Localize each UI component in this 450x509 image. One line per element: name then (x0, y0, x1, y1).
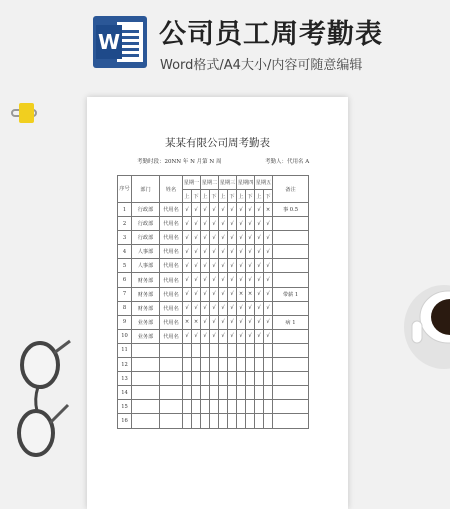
table-row (118, 343, 309, 357)
header-pm: 下 (192, 190, 201, 203)
row-remark (273, 329, 309, 343)
header-day-3: 星期三 (219, 176, 237, 190)
attendance-mark: √ (192, 287, 201, 301)
attendance-mark (228, 386, 237, 400)
attendance-mark: √ (192, 259, 201, 273)
attendance-mark: √ (201, 203, 210, 217)
table-row (118, 287, 309, 301)
attendance-mark: √ (246, 245, 255, 259)
row-name: 代用名 (160, 273, 183, 287)
attendance-mark: √ (228, 203, 237, 217)
attendance-mark: × (192, 315, 201, 329)
row-remark: 带薪 1 (273, 287, 309, 301)
attendance-mark: √ (246, 259, 255, 273)
attendance-mark (219, 400, 228, 414)
table-row (118, 329, 309, 343)
table-row (118, 301, 309, 315)
attendance-mark: √ (192, 203, 201, 217)
header-am: 上 (219, 190, 228, 203)
attendance-mark: √ (246, 329, 255, 343)
row-number: 8 (118, 301, 132, 315)
attendance-mark: √ (237, 217, 246, 231)
attendance-mark: √ (237, 329, 246, 343)
attendance-mark (246, 372, 255, 386)
attendance-mark: √ (210, 245, 219, 259)
attendance-mark: √ (219, 245, 228, 259)
attendance-mark: √ (201, 245, 210, 259)
attendance-mark: √ (264, 231, 273, 245)
attendance-mark: √ (246, 301, 255, 315)
attendance-mark (183, 400, 192, 414)
table-row (118, 358, 309, 372)
attendance-mark (210, 386, 219, 400)
row-department: 业务部 (132, 315, 160, 329)
header-pm: 下 (210, 190, 219, 203)
header-seq: 序号 (118, 176, 132, 203)
attendance-mark (246, 414, 255, 428)
attendance-mark: √ (210, 315, 219, 329)
attendance-mark: √ (228, 273, 237, 287)
attendance-mark: √ (192, 231, 201, 245)
attendance-mark: √ (228, 315, 237, 329)
attendance-mark: √ (255, 245, 264, 259)
attendance-period: 考勤时段：20NN 年 N 月第 N 周 (137, 159, 222, 165)
attendance-mark: √ (237, 315, 246, 329)
attendance-mark (228, 414, 237, 428)
attendance-mark: √ (183, 259, 192, 273)
row-department (132, 400, 160, 414)
attendance-mark (228, 343, 237, 357)
attendance-mark: √ (237, 203, 246, 217)
attendance-mark: √ (201, 301, 210, 315)
attendance-mark: × (237, 287, 246, 301)
attendance-mark (264, 414, 273, 428)
word-logo-letter: W (96, 25, 122, 59)
attendance-mark: √ (201, 217, 210, 231)
row-number: 1 (118, 203, 132, 217)
attendance-mark: √ (183, 231, 192, 245)
attendance-mark: √ (183, 329, 192, 343)
attendance-checker: 考勤人：代用名 A (265, 159, 310, 165)
attendance-mark: √ (210, 287, 219, 301)
attendance-mark: √ (228, 217, 237, 231)
attendance-mark (219, 414, 228, 428)
row-department (132, 414, 160, 428)
attendance-mark: √ (255, 315, 264, 329)
row-number: 14 (118, 386, 132, 400)
attendance-mark (219, 343, 228, 357)
attendance-mark: √ (183, 203, 192, 217)
attendance-mark (255, 358, 264, 372)
table-row (118, 231, 309, 245)
attendance-mark: × (183, 315, 192, 329)
attendance-mark (183, 372, 192, 386)
row-remark: 病 1 (273, 315, 309, 329)
row-number: 9 (118, 315, 132, 329)
attendance-mark: √ (192, 245, 201, 259)
table-row (118, 414, 309, 428)
attendance-mark (264, 372, 273, 386)
row-number: 10 (118, 329, 132, 343)
attendance-mark: √ (264, 245, 273, 259)
row-department: 行政部 (132, 231, 160, 245)
row-name: 代用名 (160, 203, 183, 217)
row-remark (273, 259, 309, 273)
attendance-mark: √ (219, 315, 228, 329)
row-number: 3 (118, 231, 132, 245)
attendance-mark: √ (201, 259, 210, 273)
attendance-mark: √ (210, 203, 219, 217)
table-row (118, 273, 309, 287)
attendance-mark: √ (210, 273, 219, 287)
attendance-mark: √ (255, 301, 264, 315)
attendance-mark (201, 372, 210, 386)
attendance-mark: √ (219, 217, 228, 231)
table-row (118, 386, 309, 400)
page-subtitle: Word格式/A4大小/内容可随意编辑 (160, 58, 363, 73)
attendance-mark: √ (237, 245, 246, 259)
attendance-mark (201, 400, 210, 414)
attendance-mark (219, 372, 228, 386)
attendance-mark: √ (228, 301, 237, 315)
attendance-mark: √ (219, 301, 228, 315)
row-number: 6 (118, 273, 132, 287)
attendance-mark: √ (201, 231, 210, 245)
attendance-mark (246, 358, 255, 372)
attendance-mark: √ (246, 217, 255, 231)
row-department: 财务部 (132, 273, 160, 287)
banner (0, 0, 450, 82)
row-remark (273, 231, 309, 245)
attendance-mark: √ (237, 231, 246, 245)
attendance-mark: √ (210, 231, 219, 245)
row-remark: 事 0.5 (273, 203, 309, 217)
attendance-mark: √ (255, 287, 264, 301)
header-am: 上 (183, 190, 192, 203)
header-am: 上 (237, 190, 246, 203)
attendance-mark: √ (264, 329, 273, 343)
row-remark (273, 273, 309, 287)
row-remark (273, 372, 309, 386)
attendance-mark: √ (210, 217, 219, 231)
attendance-table (117, 175, 309, 429)
row-number: 11 (118, 343, 132, 357)
row-department: 人事部 (132, 245, 160, 259)
attendance-mark (192, 372, 201, 386)
attendance-mark (264, 343, 273, 357)
row-remark (273, 217, 309, 231)
attendance-mark (237, 400, 246, 414)
attendance-mark: √ (228, 329, 237, 343)
row-remark (273, 400, 309, 414)
table-row (118, 203, 309, 217)
row-name (160, 358, 183, 372)
row-number: 12 (118, 358, 132, 372)
row-remark (273, 245, 309, 259)
attendance-mark: √ (183, 217, 192, 231)
attendance-mark (255, 400, 264, 414)
attendance-mark: √ (255, 273, 264, 287)
attendance-mark (237, 386, 246, 400)
row-number: 7 (118, 287, 132, 301)
row-department: 人事部 (132, 259, 160, 273)
attendance-mark: √ (201, 329, 210, 343)
attendance-mark (210, 372, 219, 386)
attendance-mark: × (264, 203, 273, 217)
row-remark (273, 386, 309, 400)
header-am: 上 (255, 190, 264, 203)
attendance-mark (255, 372, 264, 386)
attendance-mark: √ (264, 273, 273, 287)
attendance-mark (210, 414, 219, 428)
attendance-mark: √ (255, 203, 264, 217)
attendance-mark (228, 372, 237, 386)
attendance-mark: √ (183, 301, 192, 315)
attendance-mark: √ (219, 203, 228, 217)
attendance-mark: √ (219, 231, 228, 245)
attendance-mark (237, 414, 246, 428)
attendance-mark (237, 358, 246, 372)
attendance-mark (219, 358, 228, 372)
row-number: 13 (118, 372, 132, 386)
attendance-mark: √ (246, 273, 255, 287)
word-logo-icon (93, 16, 147, 68)
attendance-mark: √ (264, 301, 273, 315)
attendance-mark: √ (210, 329, 219, 343)
attendance-mark: √ (219, 329, 228, 343)
row-number: 5 (118, 259, 132, 273)
attendance-mark (183, 343, 192, 357)
header-remark: 备注 (273, 176, 309, 203)
table-row (118, 217, 309, 231)
header-dept: 部门 (132, 176, 160, 203)
attendance-mark: √ (219, 273, 228, 287)
attendance-mark: √ (237, 273, 246, 287)
attendance-mark (255, 343, 264, 357)
row-department: 财务部 (132, 287, 160, 301)
attendance-mark (246, 400, 255, 414)
attendance-mark: √ (264, 217, 273, 231)
attendance-mark (228, 358, 237, 372)
table-row (118, 259, 309, 273)
attendance-mark (201, 358, 210, 372)
attendance-mark: √ (255, 231, 264, 245)
row-name: 代用名 (160, 329, 183, 343)
attendance-mark: √ (183, 245, 192, 259)
attendance-mark: √ (201, 287, 210, 301)
attendance-mark: √ (237, 301, 246, 315)
attendance-mark (183, 414, 192, 428)
attendance-mark: √ (255, 329, 264, 343)
header-day-4: 星期四 (237, 176, 255, 190)
attendance-mark (228, 400, 237, 414)
attendance-mark: √ (219, 287, 228, 301)
attendance-mark (237, 343, 246, 357)
row-department: 行政部 (132, 217, 160, 231)
header-am: 上 (201, 190, 210, 203)
attendance-mark: √ (228, 287, 237, 301)
attendance-mark: √ (255, 217, 264, 231)
attendance-mark: √ (192, 301, 201, 315)
attendance-mark (255, 386, 264, 400)
row-name (160, 400, 183, 414)
header-pm: 下 (264, 190, 273, 203)
row-name: 代用名 (160, 245, 183, 259)
row-name: 代用名 (160, 259, 183, 273)
header-day-2: 星期二 (201, 176, 219, 190)
attendance-mark (264, 386, 273, 400)
row-department: 财务部 (132, 301, 160, 315)
row-name (160, 414, 183, 428)
document-page (87, 97, 348, 509)
header-pm: 下 (228, 190, 237, 203)
attendance-mark: √ (246, 203, 255, 217)
attendance-mark: √ (246, 315, 255, 329)
row-number: 4 (118, 245, 132, 259)
header-name: 姓名 (160, 176, 183, 203)
attendance-mark (183, 386, 192, 400)
attendance-mark: √ (183, 287, 192, 301)
attendance-mark (192, 343, 201, 357)
glasses-icon (10, 335, 75, 475)
row-number: 2 (118, 217, 132, 231)
row-department (132, 372, 160, 386)
row-remark (273, 343, 309, 357)
attendance-mark: √ (228, 245, 237, 259)
row-department (132, 343, 160, 357)
row-number: 15 (118, 400, 132, 414)
attendance-mark (183, 358, 192, 372)
row-name: 代用名 (160, 217, 183, 231)
attendance-mark: √ (219, 259, 228, 273)
header-pm: 下 (246, 190, 255, 203)
attendance-mark (237, 372, 246, 386)
attendance-mark: √ (228, 259, 237, 273)
attendance-mark: √ (228, 231, 237, 245)
attendance-mark: √ (246, 231, 255, 245)
attendance-mark (210, 343, 219, 357)
attendance-mark (264, 400, 273, 414)
table-row (118, 245, 309, 259)
row-name: 代用名 (160, 301, 183, 315)
row-department: 行政部 (132, 203, 160, 217)
attendance-mark (201, 343, 210, 357)
attendance-mark: √ (210, 259, 219, 273)
attendance-mark (201, 386, 210, 400)
attendance-mark: √ (210, 301, 219, 315)
attendance-mark (210, 400, 219, 414)
attendance-mark (192, 358, 201, 372)
attendance-mark: √ (237, 259, 246, 273)
attendance-mark: √ (192, 329, 201, 343)
row-remark (273, 414, 309, 428)
row-remark (273, 301, 309, 315)
row-name: 代用名 (160, 287, 183, 301)
row-name (160, 372, 183, 386)
attendance-mark: √ (201, 273, 210, 287)
attendance-mark (219, 386, 228, 400)
coffee-cup-icon (402, 283, 450, 383)
attendance-mark (192, 386, 201, 400)
document-title: 某某有限公司周考勤表 (165, 137, 270, 149)
attendance-mark (246, 386, 255, 400)
table-row (118, 372, 309, 386)
attendance-mark: √ (192, 217, 201, 231)
attendance-mark: √ (264, 259, 273, 273)
header-day-1: 星期一 (183, 176, 201, 190)
table-row (118, 400, 309, 414)
row-name (160, 386, 183, 400)
row-number: 16 (118, 414, 132, 428)
attendance-mark (246, 343, 255, 357)
attendance-mark: √ (264, 315, 273, 329)
attendance-mark: √ (183, 273, 192, 287)
attendance-mark (264, 358, 273, 372)
row-name: 代用名 (160, 231, 183, 245)
attendance-mark (255, 414, 264, 428)
header-day-5: 星期五 (255, 176, 273, 190)
attendance-mark (192, 414, 201, 428)
attendance-mark: × (246, 287, 255, 301)
row-department: 业务部 (132, 329, 160, 343)
table-row (118, 315, 309, 329)
row-name (160, 343, 183, 357)
attendance-mark: √ (201, 315, 210, 329)
attendance-mark (210, 358, 219, 372)
attendance-mark: √ (192, 273, 201, 287)
attendance-mark: √ (264, 287, 273, 301)
row-department (132, 386, 160, 400)
row-remark (273, 358, 309, 372)
paper-clip-icon (11, 103, 41, 123)
page-title: 公司员工周考勤表 (159, 19, 383, 50)
attendance-mark (201, 414, 210, 428)
attendance-mark: √ (255, 259, 264, 273)
row-department (132, 358, 160, 372)
attendance-mark (192, 400, 201, 414)
row-name: 代用名 (160, 315, 183, 329)
